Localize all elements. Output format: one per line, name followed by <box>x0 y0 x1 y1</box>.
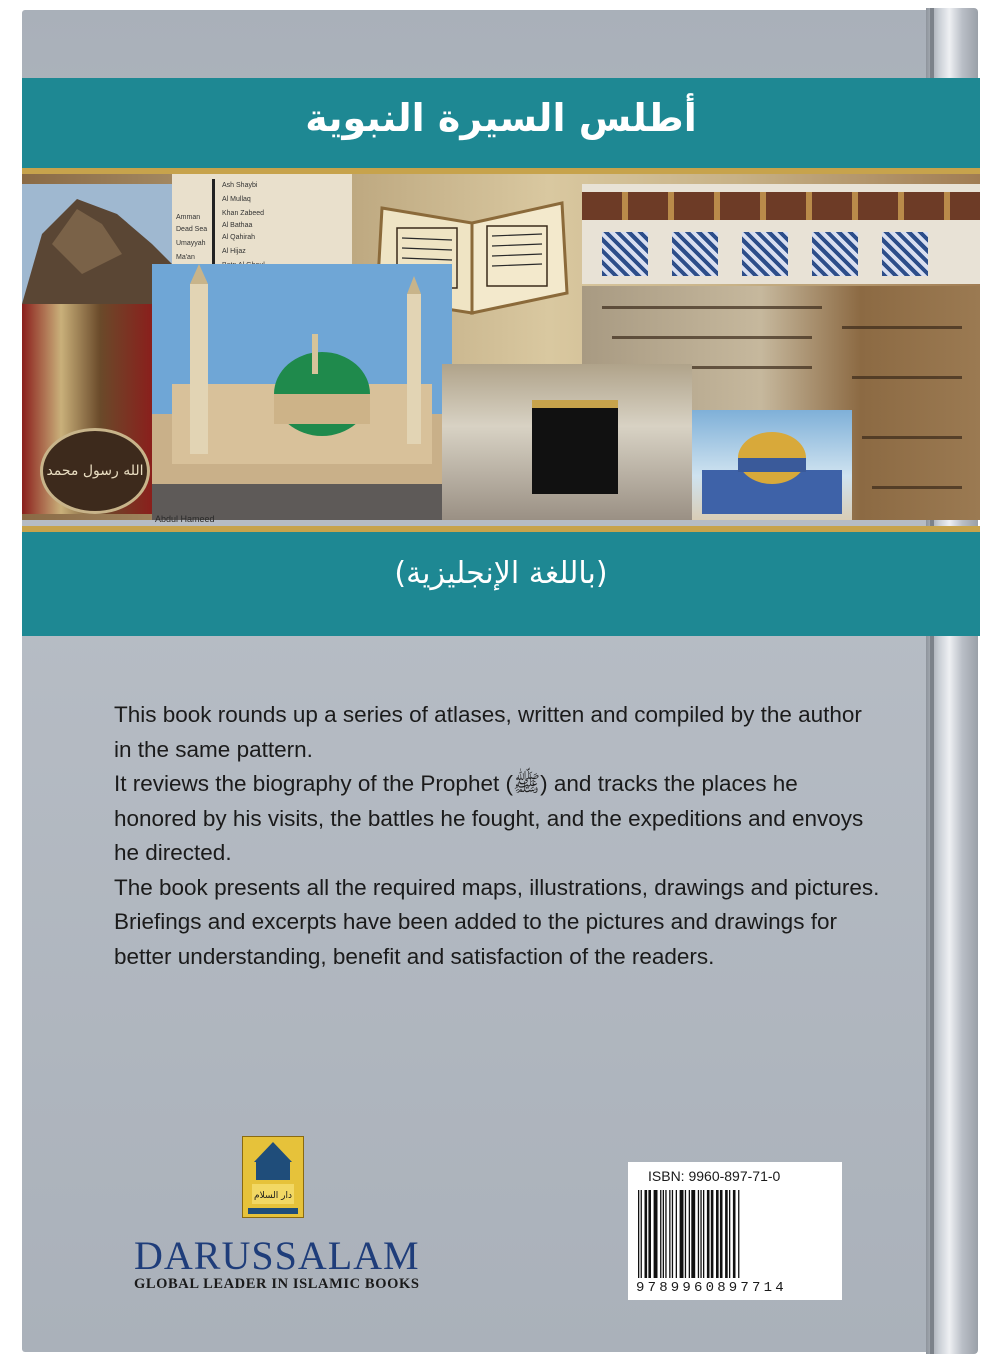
tile-panel <box>742 232 788 276</box>
barcode-bar <box>707 1190 710 1278</box>
tile-panel <box>602 232 648 276</box>
map-label: Al Bathaa <box>222 222 253 229</box>
map-label: Umayyah <box>176 240 206 247</box>
photo-credit: Abdul Hameed <box>155 514 215 524</box>
barcode-bars <box>636 1190 834 1278</box>
barcode-bar <box>660 1190 661 1278</box>
green-dome-mosque-photo <box>152 264 452 520</box>
darussalam-logo-icon <box>242 1136 304 1218</box>
barcode-bar <box>654 1190 658 1278</box>
barcode-bar <box>685 1190 686 1278</box>
barcode-bar <box>689 1190 690 1278</box>
barcode-bar <box>698 1190 699 1278</box>
script-line <box>862 436 962 439</box>
barcode-bar <box>680 1190 684 1278</box>
barcode-bar <box>672 1190 673 1278</box>
tile-panel <box>882 232 928 276</box>
barcode-bar <box>720 1190 723 1278</box>
barcode-bar <box>645 1190 648 1278</box>
ean-digits: 9789960897714 <box>636 1280 787 1296</box>
map-label: Al Hijaz <box>222 248 246 255</box>
barcode-label <box>628 1162 842 1300</box>
publisher-tagline: GLOBAL LEADER IN ISLAMIC BOOKS <box>134 1276 420 1292</box>
script-line <box>612 336 812 339</box>
barcode-bar <box>648 1190 651 1278</box>
photo-collage <box>22 174 980 520</box>
barcode-bar <box>665 1190 666 1278</box>
barcode-bar <box>733 1190 736 1278</box>
barcode-bar <box>669 1190 670 1278</box>
description-paragraph: It reviews the biography of the Prophet (ﷺ) and tracks the places he honored by his visits, the battles he fought, and the expeditions and envoys he directed. <box>114 771 864 865</box>
prophet-seal: الله رسول محمد <box>40 428 150 514</box>
script-line <box>852 376 962 379</box>
barcode-bar <box>725 1190 728 1278</box>
map-label: Ash Shaybi <box>222 182 258 189</box>
barcode-bar <box>729 1190 730 1278</box>
mountain-photo <box>22 184 172 304</box>
kaaba-photo <box>442 364 692 520</box>
map-label: Al Mullaq <box>222 196 251 203</box>
dome-of-the-rock-photo <box>692 410 852 520</box>
book-description <box>114 698 884 974</box>
calligraphy-frieze <box>582 192 980 220</box>
barcode-bar <box>738 1190 739 1278</box>
logo-text: دار السلام <box>254 1191 292 1201</box>
kaaba <box>532 400 618 494</box>
description-paragraph: This book rounds up a series of atlases, written and compiled by the author in the same pattern. <box>114 702 862 762</box>
barcode-bar <box>700 1190 701 1278</box>
script-line <box>602 306 822 309</box>
isbn-text: ISBN: 9960-897-71-0 <box>648 1168 781 1184</box>
barcode-bar <box>703 1190 704 1278</box>
description-paragraph: Briefings and excerpts have been added to the pictures and drawings for better understanding, benefit and satisfaction of the readers. <box>114 909 837 969</box>
map-label: Khan Zabeed <box>222 210 265 217</box>
barcode-bar <box>638 1190 639 1278</box>
arabic-subtitle: (باللغة الإنجليزية) <box>394 556 608 591</box>
barcode-bar <box>716 1190 719 1278</box>
description-paragraph: The book presents all the required maps, illustrations, drawings and pictures. <box>114 874 880 900</box>
tile-panel <box>812 232 858 276</box>
map-label: Al Qahirah <box>222 234 256 241</box>
mosque-tiles-photo <box>582 184 980 284</box>
script-line <box>872 486 962 489</box>
barcode-bar <box>641 1190 642 1278</box>
tile-panel <box>672 232 718 276</box>
script-line <box>842 326 962 329</box>
map-label: Amman <box>176 214 201 221</box>
barcode-bar <box>663 1190 664 1278</box>
barcode-bar <box>676 1190 677 1278</box>
map-label: Dead Sea <box>176 226 208 233</box>
barcode-bar <box>691 1190 695 1278</box>
arabic-title: أطلس السيرة النبوية <box>305 96 697 140</box>
barcode-bar <box>711 1190 714 1278</box>
publisher-name: DARUSSALAM <box>134 1233 420 1278</box>
map-label: Ma'an <box>176 254 195 261</box>
